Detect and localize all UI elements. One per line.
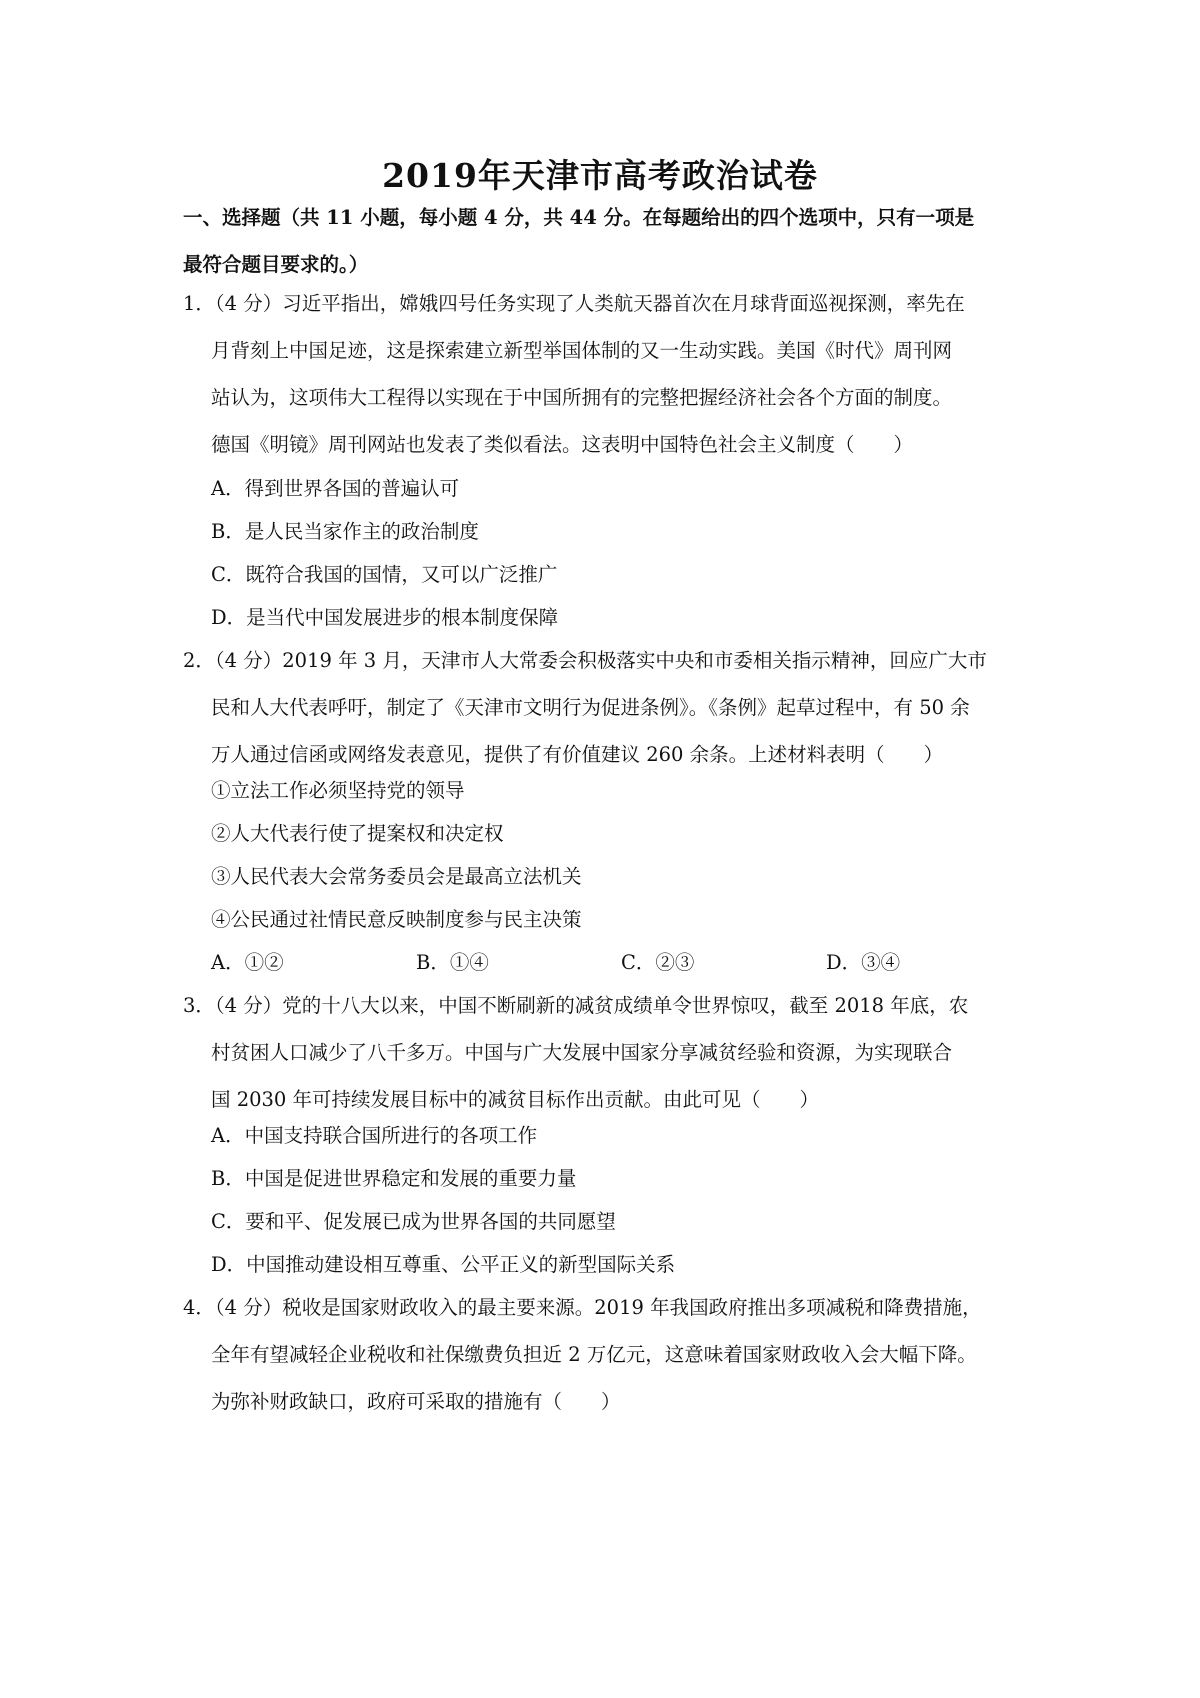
question-1-option-c: C．既符合我国的国情，又可以广泛推广 [211, 563, 558, 586]
question-2-option-a: A．①② [211, 951, 284, 974]
section-heading [183, 194, 1033, 288]
question-3-stem-line-1: 3．（4 分）党的十八大以来，中国不断刷新的减贫成绩单令世界惊叹，截至 2018 年底，农 [183, 994, 969, 1017]
question-3-option-d: D．中国推动建设相互尊重、公平正义的新型国际关系 [211, 1253, 676, 1276]
question-2-statement-3: ③人民代表大会常务委员会是最高立法机关 [211, 865, 582, 888]
question-1-stem-line-4: 德国《明镜》周刊网站也发表了类似看法。这表明中国特色社会主义制度（ ） [211, 433, 914, 456]
section-heading-line-2: 最符合题目要求的。） [183, 253, 369, 276]
question-4 [183, 1284, 1033, 1425]
question-4-stem-line-1: 4．（4 分）税收是国家财政收入的最主要来源。2019 年我国政府推出多项减税和降费措施， [183, 1296, 982, 1319]
question-2-statement-2: ②人大代表行使了提案权和决定权 [211, 822, 504, 845]
question-2-option-c: C．②③ [621, 951, 695, 974]
question-1-stem-line-2: 月背刻上中国足迹，这是探索建立新型举国体制的又一生动实践。美国《时代》周刊网 [211, 339, 953, 362]
question-1 [183, 280, 1033, 468]
section-heading-line-1: 一、选择题（共 11 小题，每小题 4 分，共 44 分。在每题给出的四个选项中，只有一项是 [183, 206, 975, 229]
question-2-option-d: D．③④ [826, 951, 901, 974]
question-1-stem-line-1: 1．（4 分）习近平指出，嫦娥四号任务实现了人类航天器首次在月球背面巡视探测，率先在 [183, 292, 965, 315]
question-2-stem-line-1: 2．（4 分）2019 年 3 月，天津市人大常委会积极落实中央和市委相关指示精神，回应广大市 [183, 649, 987, 672]
question-2 [183, 637, 1033, 778]
question-3-stem-line-2: 村贫困人口减少了八千多万。中国与广大发展中国家分享减贫经验和资源，为实现联合 [211, 1041, 953, 1064]
question-3-option-b: B．中国是促进世界稳定和发展的重要力量 [211, 1167, 577, 1190]
question-3-option-c: C．要和平、促发展已成为世界各国的共同愿望 [211, 1210, 616, 1233]
question-4-stem-line-3: 为弥补财政缺口，政府可采取的措施有（ ） [211, 1390, 621, 1413]
question-1-option-d: D．是当代中国发展进步的根本制度保障 [211, 606, 559, 629]
question-3-stem-line-3: 国 2030 年可持续发展目标中的减贫目标作出贡献。由此可见（ ） [211, 1088, 820, 1111]
question-3 [183, 982, 1033, 1123]
question-2-statement-1: ①立法工作必须坚持党的领导 [211, 779, 465, 802]
question-2-stem-line-2: 民和人大代表呼吁，制定了《天津市文明行为促进条例》。《条例》起草过程中，有 50 余 [211, 696, 970, 719]
question-2-option-b: B．①④ [416, 951, 489, 974]
question-4-stem-line-2: 全年有望减轻企业税收和社保缴费负担近 2 万亿元，这意味着国家财政收入会大幅下降。 [211, 1343, 977, 1366]
question-1-option-a: A．得到世界各国的普遍认可 [211, 477, 460, 500]
question-2-statement-4: ④公民通过社情民意反映制度参与民主决策 [211, 908, 582, 931]
question-3-option-a: A．中国支持联合国所进行的各项工作 [211, 1124, 538, 1147]
question-1-stem-line-3: 站认为，这项伟大工程得以实现在于中国所拥有的完整把握经济社会各个方面的制度。 [211, 386, 953, 409]
question-1-option-b: B．是人民当家作主的政治制度 [211, 520, 479, 543]
question-2-stem-line-3: 万人通过信函或网络发表意见，提供了有价值建议 260 余条。上述材料表明（ ） [211, 743, 944, 766]
exam-title: 2019年天津市高考政治试卷 [382, 156, 818, 195]
